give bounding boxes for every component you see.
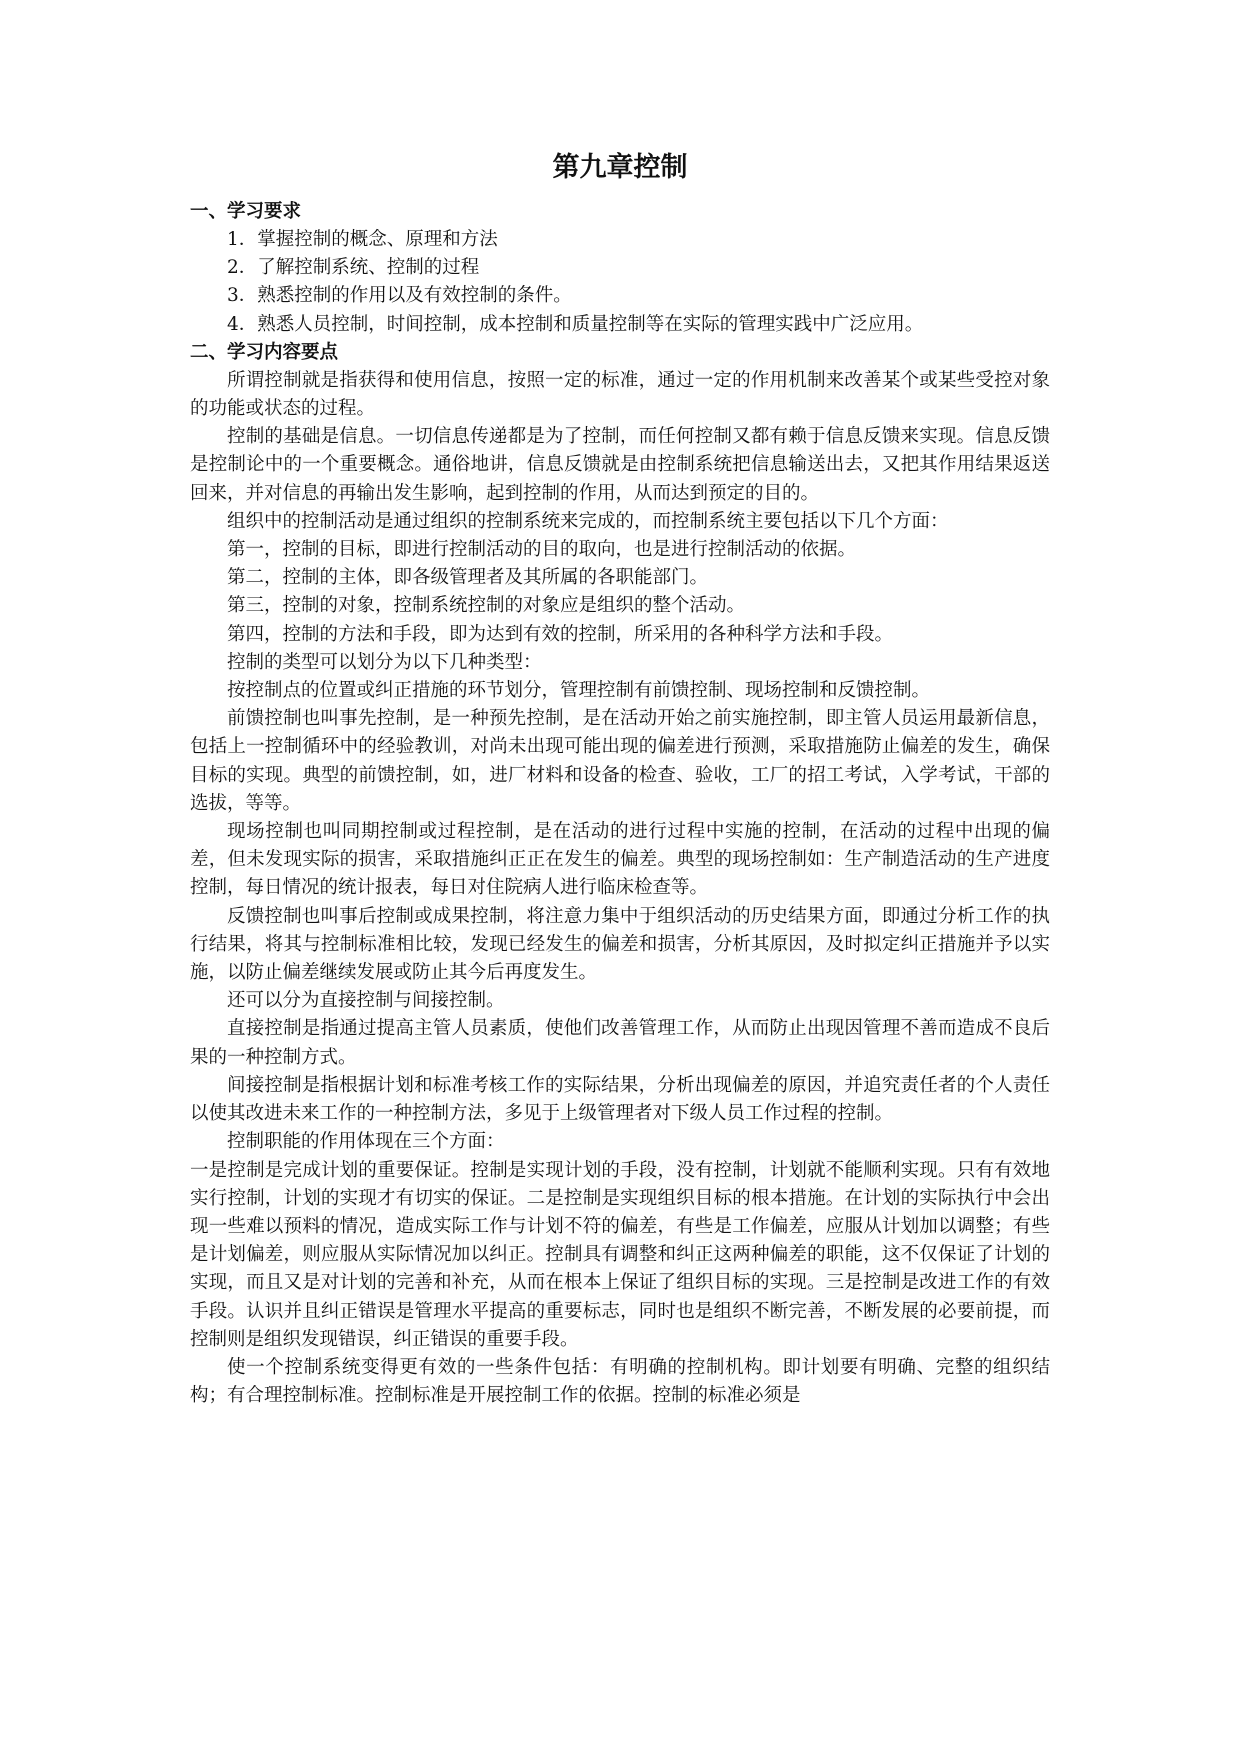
document-page <box>190 150 1050 1410</box>
page-title: 第九章控制 <box>552 152 688 183</box>
section-heading-key-points: 二、学习内容要点 <box>190 341 339 363</box>
body-paragraph: 直接控制是指通过提高主管人员素质，使他们改善管理工作，从而防止出现因管理不善而造成不良后果的一种控制方式。 <box>190 1018 1050 1068</box>
requirement-item: 1．掌握控制的概念、原理和方法 <box>227 229 498 250</box>
body-paragraph: 还可以分为直接控制与间接控制。 <box>227 990 505 1012</box>
control-system-item: 第一，控制的目标，即进行控制活动的目的取向，也是进行控制活动的依据。 <box>227 539 857 561</box>
body-paragraph: 间接控制是指根据计划和标准考核工作的实际结果，分析出现偏差的原因，并追究责任者的个人责任以使其改进未来工作的一种控制方法，多见于上级管理者对下级人员工作过程的控制。 <box>190 1074 1050 1125</box>
body-paragraph: 控制的基础是信息。一切信息传递都是为了控制，而任何控制又都有赖于信息反馈来实现。信息反馈是控制论中的一个重要概念。通俗地讲，信息反馈就是由控制系统把信息输送出去，又把其作用结果返送回来，并对信息的再输出发生影响，起到控制的作用，从而达到预定的目的。 <box>190 426 1050 504</box>
control-system-item: 第四，控制的方法和手段，即为达到有效的控制，所采用的各种科学方法和手段。 <box>227 623 894 645</box>
requirement-item: 3．熟悉控制的作用以及有效控制的条件。 <box>227 285 572 307</box>
body-paragraph: 控制的类型可以划分为以下几种类型： <box>227 651 542 673</box>
body-paragraph: 按控制点的位置或纠正措施的环节划分，管理控制有前馈控制、现场控制和反馈控制。 <box>227 680 931 702</box>
control-system-item: 第三，控制的对象，控制系统控制的对象应是组织的整个活动。 <box>227 595 746 617</box>
body-paragraph: 前馈控制也叫事先控制，是一种预先控制，是在活动开始之前实施控制，即主管人员运用最新信息，包括上一控制循环中的经验教训，对尚未出现可能出现的偏差进行预测，采取措施防止偏差的发生，确保目标的实现。典型的前馈控制，如，进厂材料和设备的检查、验收，工厂的招工考试，入学考试，干部的选拔，等等。 <box>190 708 1050 814</box>
control-system-item: 第二，控制的主体，即各级管理者及其所属的各职能部门。 <box>227 567 709 589</box>
body-paragraph: 所谓控制就是指获得和使用信息，按照一定的标准，通过一定的作用机制来改善某个或某些受控对象的功能或状态的过程。 <box>190 369 1050 420</box>
requirement-item: 4．熟悉人员控制，时间控制，成本控制和质量控制等在实际的管理实践中广泛应用。 <box>227 313 924 335</box>
requirement-item: 2．了解控制系统、控制的过程 <box>227 257 480 279</box>
body-paragraph: 使一个控制系统变得更有效的一些条件包括：有明确的控制机构。即计划要有明确、完整的组织结构；有合理控制标准。控制标准是开展控制工作的依据。控制的标准必须是 <box>190 1356 1050 1407</box>
body-paragraph: 一是控制是完成计划的重要保证。控制是实现计划的手段，没有控制，计划就不能顺利实现。只有有效地实行控制，计划的实现才有切实的保证。二是控制是实现组织目标的根本措施。在计划的实际执行中会出现一些难以预料的情况，造成实际工作与计划不符的偏差，有些是工作偏差，应服从计划加以调整；有些是计划偏差，则应服从实际情况加以纠正。控制具有调整和纠正这两种偏差的职能，这不仅保证了计划的实现，而且又是对计划的完善和补充，从而在根本上保证了组织目标的实现。三是控制是改进工作的有效手段。认识并且纠正错误是管理水平提高的重要标志，同时也是组织不断完善，不断发展的必要前提，而控制则是组织发现错误，纠正错误的重要手段。 <box>190 1159 1050 1350</box>
section-heading-requirements: 一、学习要求 <box>190 201 302 222</box>
body-paragraph: 控制职能的作用体现在三个方面： <box>227 1131 505 1153</box>
body-paragraph: 组织中的控制活动是通过组织的控制系统来完成的，而控制系统主要包括以下几个方面： <box>227 510 949 532</box>
body-paragraph: 现场控制也叫同期控制或过程控制，是在活动的进行过程中实施的控制，在活动的过程中出现的偏差，但未发现实际的损害，采取措施纠正正在发生的偏差。典型的现场控制如：生产制造活动的生产进度控制，每日情况的统计报表，每日对住院病人进行临床检查等。 <box>190 821 1050 899</box>
body-paragraph: 反馈控制也叫事后控制或成果控制，将注意力集中于组织活动的历史结果方面，即通过分析工作的执行结果，将其与控制标准相比较，发现已经发生的偏差和损害，分析其原因，及时拟定纠正措施并予以实施，以防止偏差继续发展或防止其今后再度发生。 <box>190 905 1050 984</box>
